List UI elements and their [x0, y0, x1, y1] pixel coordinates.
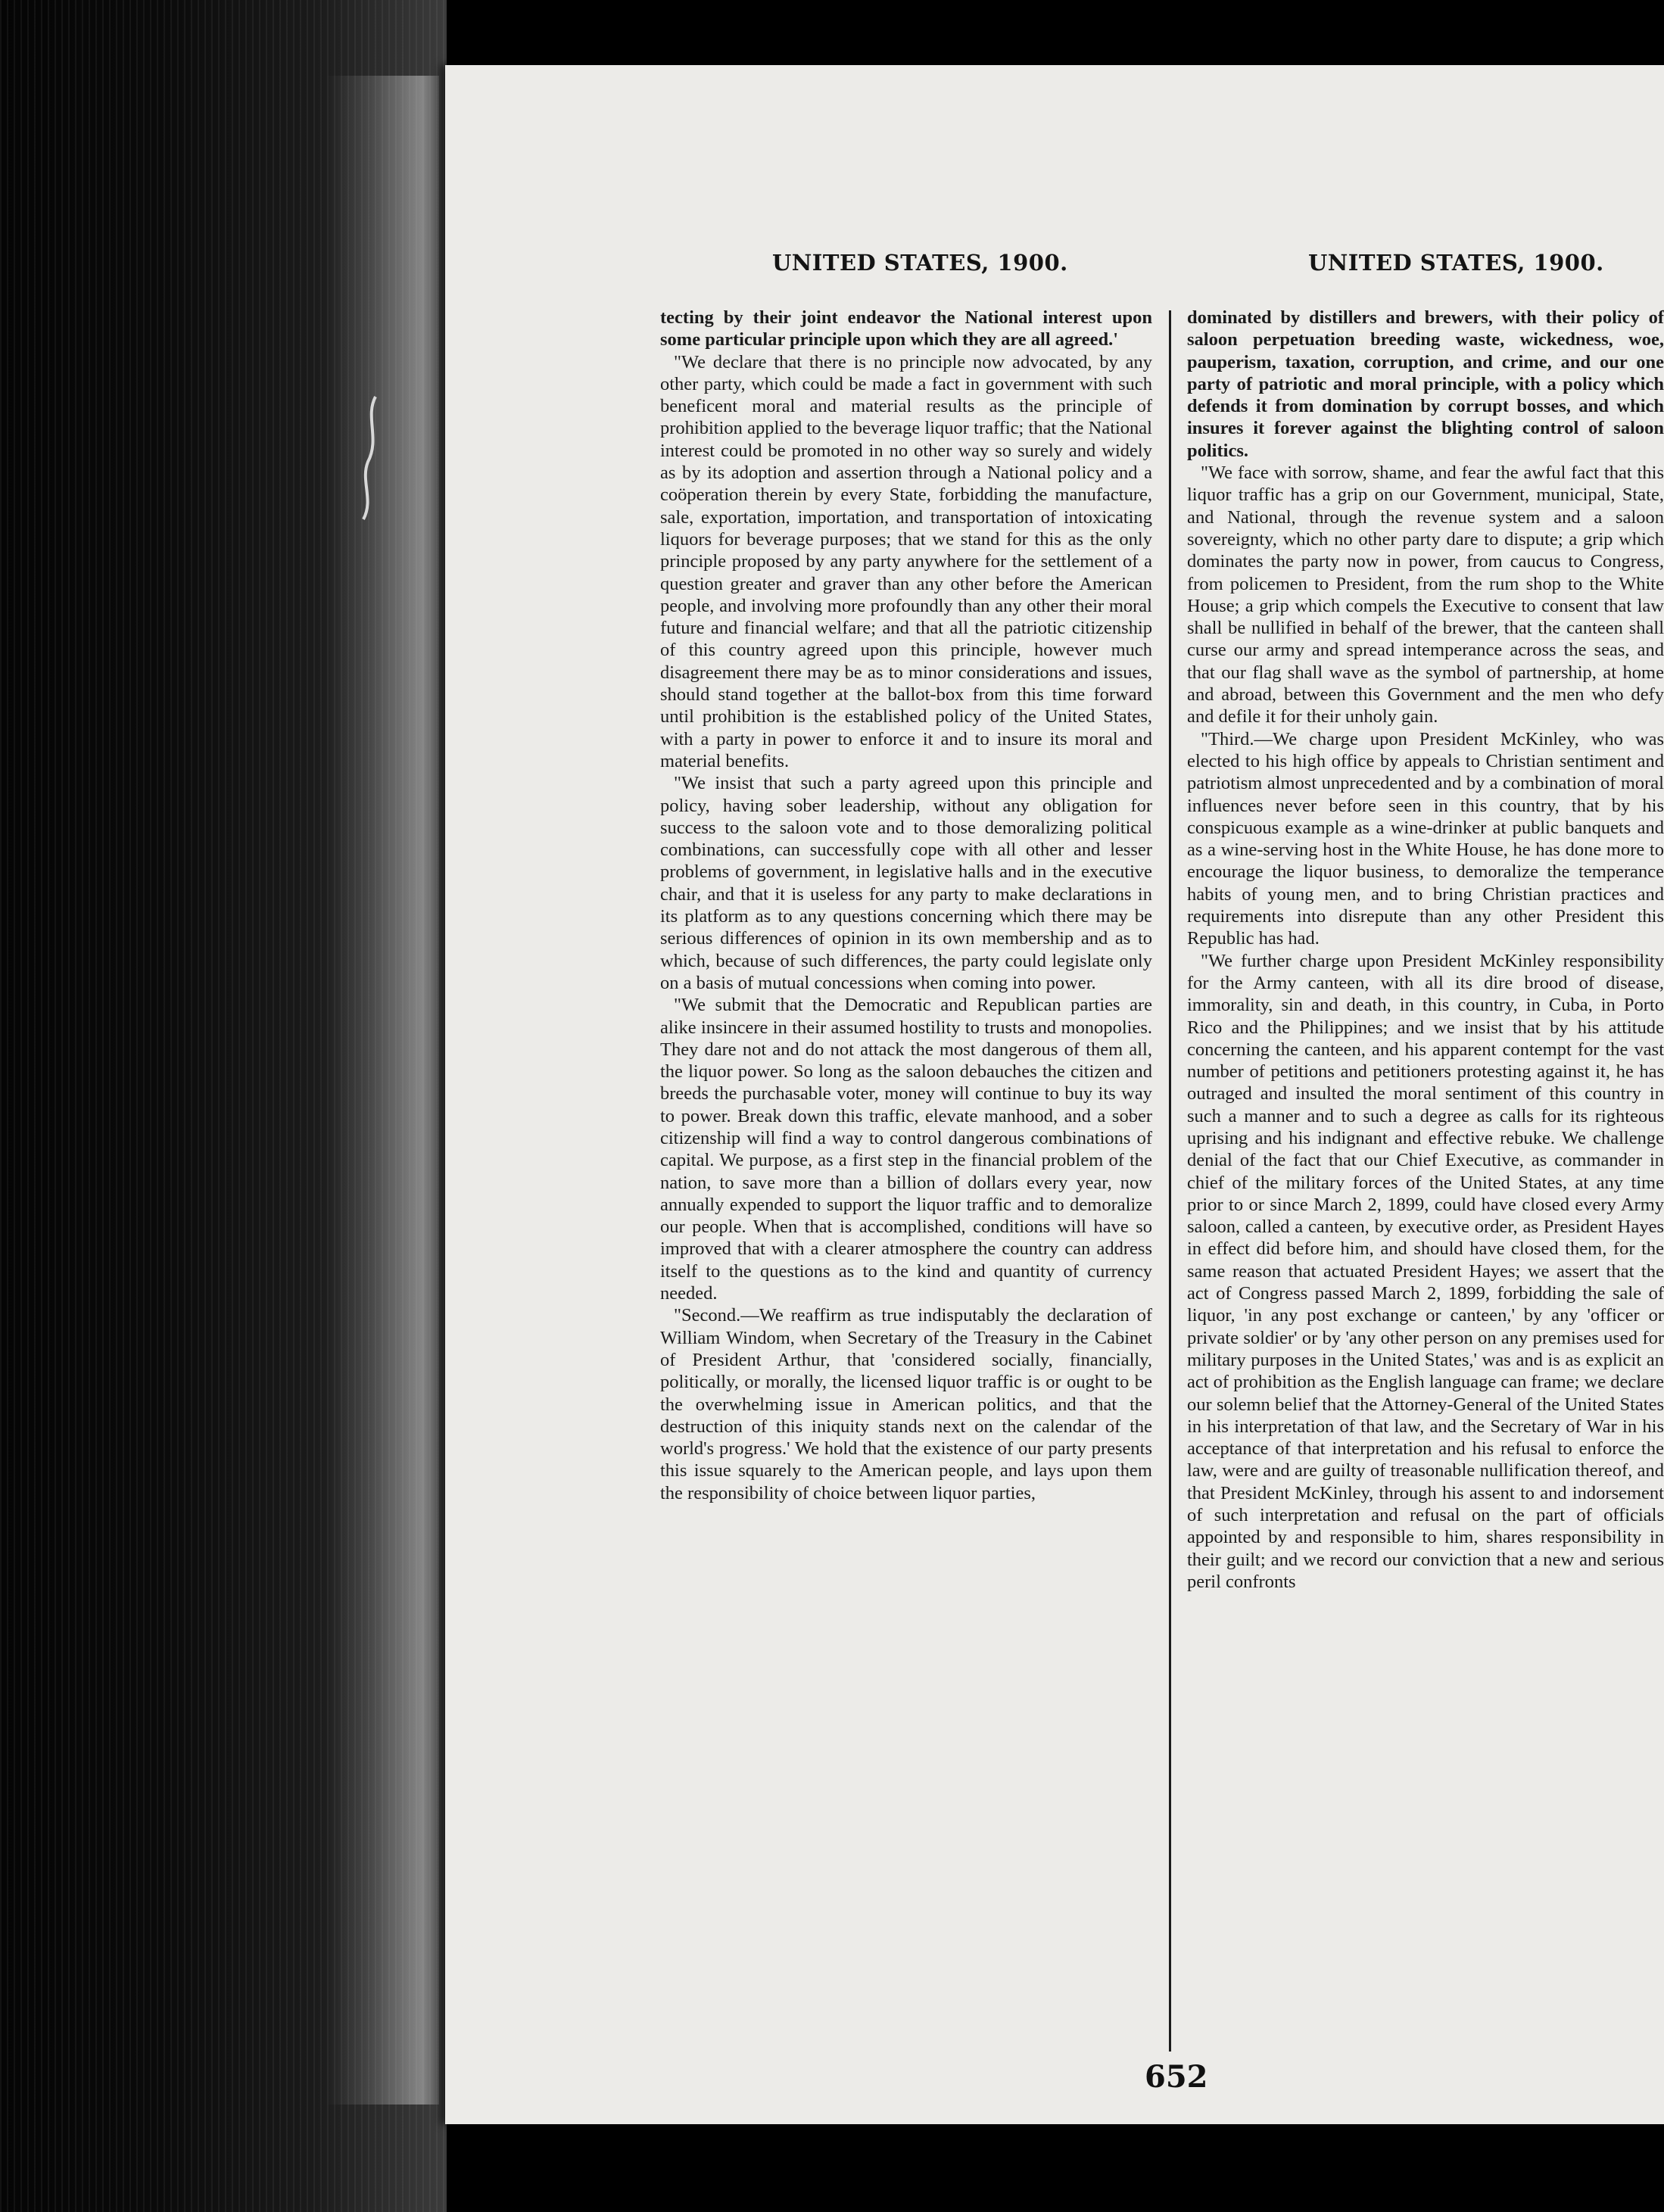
right-text-column — [1187, 307, 1664, 1593]
running-head-left: UNITED STATES, 1900. — [772, 250, 1068, 276]
scan-glare — [326, 76, 439, 2105]
paragraph: "We further charge upon President McKinley responsibility for the Army canteen, with all its dire brood of disease, immorality, sin and death, in this country, in Cuba, in Porto Rico and the Philippines; and we insist that by his attitude concerning the canteen, and his apparent contempt for the vast number of petitions and petitioners protesting against it, he has outraged and insulted the moral sentiment of this country in such a manner and to such a degree as calls for its righteous uprising and his indignant and effective rebuke. We challenge denial of the fact that our Chief Executive, as commander in chief of the military forces of the United States, at any time prior to or since March 2, 1899, could have closed every Army saloon, called a canteen, by executive order, as President Hayes in effect did before him, and should have closed them, for the same reason that actuated President Hayes; we assert that the act of Congress passed March 2, 1899, forbidding the sale of liquor, 'in any post exchange or canteen,' by any 'officer or private soldier' or by 'any other person on any premises used for military purposes in the United States,' was and is as explicit an act of prohibition as the English language can frame; we declare our solemn belief that the Attorney-General of the United States in his interpretation of that law, and the Secretary of War in his acceptance of that interpretation and his refusal to enforce the law, were and are guilty of treasonable nullification thereof, and that President McKinley, through his assent to and indorsement of such interpretation and refusal on the part of officials appointed by and responsible to him, shares responsibility in their guilt; and we record our conviction that a new and serious peril confronts — [1187, 950, 1664, 1592]
paragraph: tecting by their joint endeavor the National interest upon some particular principle upon which they are all agreed.' — [660, 307, 1152, 350]
column-divider — [1169, 310, 1171, 2052]
paragraph: "We declare that there is no principle now advocated, by any other party, which could be made a fact in government with such beneficent moral and material results as the principle of prohibition applied to the beverage liquor traffic; that the National interest could be promoted in no other way so surely and widely as by its adoption and assertion through a National policy and a coöperation therein by every State, forbidding the manufacture, sale, exportation, importation, and transportation of intoxicating liquors for beverage purposes; that we stand for this as the only principle proposed by any party anywhere for the settlement of a question greater and graver than any other before the American people, and involving more profoundly than any other their moral future and financial welfare; and that all the patriotic citizenship of this country agreed upon this principle, however much disagreement there may be as to minor considerations and issues, should stand together at the ballot-box from this time forward until prohibition is the established policy of the United States, with a party in power to enforce it and to insure its moral and material benefits. — [660, 351, 1152, 771]
scan-artifact — [357, 394, 383, 522]
paragraph: "We insist that such a party agreed upon this principle and policy, having sober leadership, without any obligation for success to the saloon vote and to those demoralizing political combinations, can successfully cope with all other and lesser problems of government, in legislative halls and in the executive chair, and that it is useless for any party to make declarations in its platform as to any questions concerning which there may be serious differences of opinion in its own membership and as to which, because of such differences, the party could legislate only on a basis of mutual concessions when coming into power. — [660, 773, 1152, 993]
page-number: 652 — [1145, 2059, 1208, 2095]
paragraph: "Third.—We charge upon President McKinley, who was elected to his high office by appeals to Christian sentiment and patriotism almost unprecedented and by a combination of moral influences never before seen in this country, that by his conspicuous example as a wine-drinker at public banquets and as a wine-serving host in the White House, he has done more to encourage the liquor business, to demoralize the temperance habits of young men, and to bring Christian practices and requirements into disrepute than any other President this Republic has had. — [1187, 728, 1664, 949]
running-head-right: UNITED STATES, 1900. — [1308, 250, 1604, 276]
paragraph: "Second.—We reaffirm as true indisputably the declaration of William Windom, when Secretary of the Treasury in the Cabinet of President Arthur, that 'considered socially, financially, politically, or morally, the licensed liquor traffic is or ought to be the overwhelming issue in American politics, and that the destruction of this iniquity stands next on the calendar of the world's progress.' We hold that the existence of our party presents this issue squarely to the American people, and lays upon them the responsibility of choice between liquor parties, — [660, 1305, 1152, 1503]
paragraph: dominated by distillers and brewers, with their policy of saloon perpetuation breeding waste, wickedness, woe, pauperism, taxation, corruption, and crime, and our one party of patriotic and moral principle, with a policy which defends it from domination by corrupt bosses, and which insures it forever against the blighting control of saloon politics. — [1187, 307, 1664, 461]
paragraph: "We submit that the Democratic and Republican parties are alike insincere in their assumed hostility to trusts and monopolies. They dare not and do not attack the most dangerous of them all, the liquor power. So long as the saloon debauches the citizen and breeds the purchasable voter, money will continue to buy its way to power. Break down this traffic, elevate manhood, and a sober citizenship will find a way to control dangerous combinations of capital. We purpose, as a first step in the financial problem of the nation, to save more than a billion of dollars every year, now annually expended to support the liquor traffic and to demoralize our people. When that is accomplished, conditions will have so improved that with a clearer atmosphere the country can address itself to the questions as to the kind and quantity of currency needed. — [660, 995, 1152, 1304]
paragraph: "We face with sorrow, shame, and fear the awful fact that this liquor traffic has a grip on our Government, municipal, State, and National, through the revenue system and a saloon sovereignty, which no other party dare to dispute; a grip which dominates the party now in power, from caucus to Congress, from policemen to President, from the rum shop to the White House; a grip which compels the Executive to consent that law shall be nullified in behalf of the brewer, that the canteen shall curse our army and spread intemperance across the seas, and that our flag shall wave as the symbol of partnership, at home and abroad, between this Government and the men who defy and defile it for their unholy gain. — [1187, 463, 1664, 727]
left-text-column — [660, 307, 1152, 1504]
